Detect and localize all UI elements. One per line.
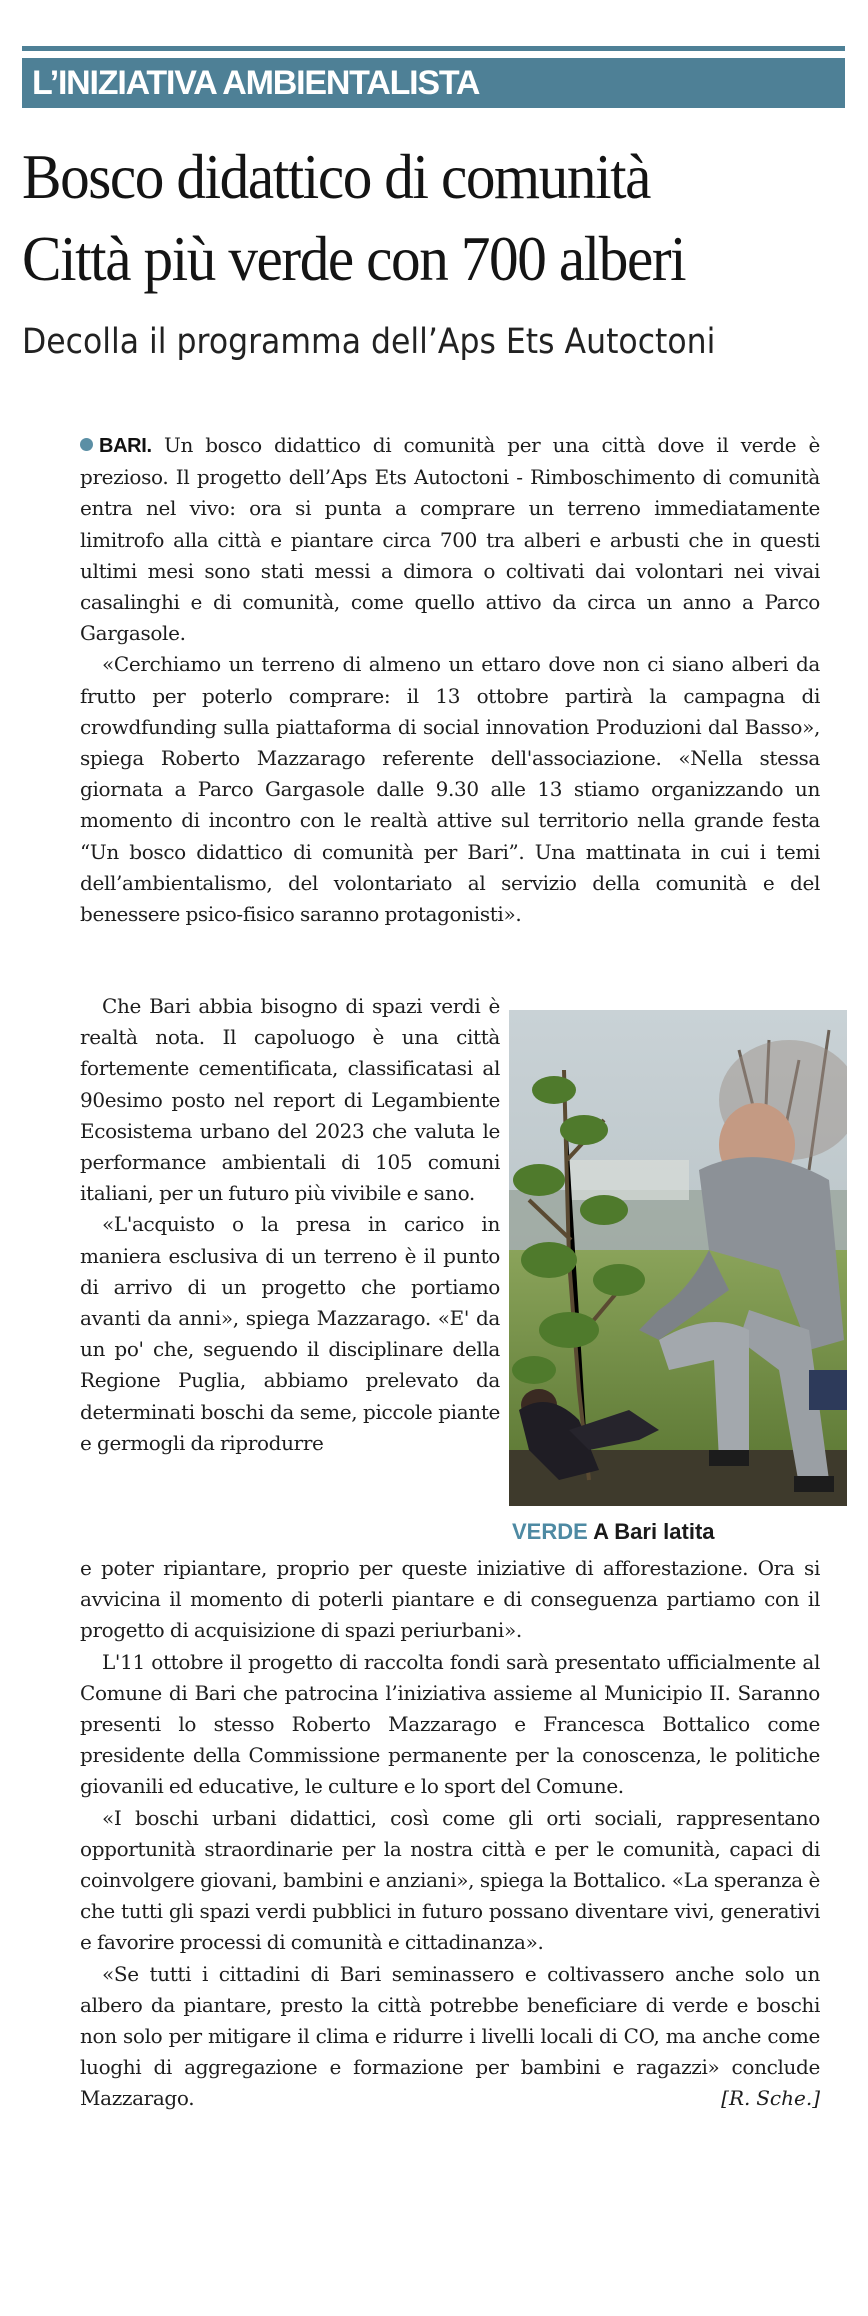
- paragraph-6: «I boschi urbani didattici, così come gli orti sociali, rappresentano opportunità straordinarie per la nostra città e per le comunità, capaci di coinvolgere giovani, bambini e anziani», spiega la Bottalico. «La speranza è che tutti gli spazi verdi pubblici in futuro possano diventare vivi, generativi e favorire processi di comunità e cittadinanza».: [80, 1805, 820, 1955]
- dateline: BARI.: [99, 435, 152, 457]
- caption-label: VERDE: [512, 1519, 588, 1544]
- subheadline: Decolla il programma dell’Aps Ets Autoctoni: [22, 322, 716, 362]
- paragraph-5: L'11 ottobre il progetto di raccolta fondi sarà presentato ufficialmente al Comune di Bari che patrocina l’iniziativa assieme al Municipio II. Saranno presenti lo stesso Roberto Mazzarago e Francesca Bottalico come presidente della Commissione permanente per la conoscenza, le politiche giovanili ed educative, le culture e lo sport del Comune.: [80, 1649, 820, 1799]
- article-photo: [509, 1010, 847, 1506]
- paragraph-4-part-2: e poter ripiantare, proprio per queste iniziative di afforestazione. Ora si avvicina il momento di poterli piantare e di conseguenza partiamo con il progetto di acquisizione di spazi periurbani».: [80, 1556, 820, 1643]
- paragraph-1-text: Un bosco didattico di comunità per una città dove il verde è prezioso. Il progetto dell’Aps Ets Autoctoni - Rimboschimento di comunità entra nel vivo: ora si punta a comprare un terreno immediatamente limitrofo alla città e piantare circa 700 tra alberi e arbusti che in questi ultimi mesi sono stati messi a dimora o coltivati dai volontari nei vivai casalinghi e di comunità, come quello attivo da circa un anno a Parco Gargasole.: [80, 433, 820, 646]
- article-body-bottom: [80, 1553, 820, 2115]
- bullet-icon: [80, 438, 93, 451]
- paragraph-3: Che Bari abbia bisogno di spazi verdi è realtà nota. Il capoluogo è una città fortemente cementificata, classificatasi al 90esimo posto nel report di Legambiente Ecosistema urbano del 2023 che valuta le performance ambientali di 105 comuni italiani, per un futuro più vivibile e sano.: [80, 994, 500, 1206]
- paragraph-1: [80, 430, 820, 649]
- headline-line-2: Città più verde con 700 alberi: [22, 224, 686, 294]
- headline: [22, 136, 802, 300]
- photo-illustration: [509, 1010, 847, 1506]
- photo-caption: [512, 1518, 715, 1546]
- article-body-top: [80, 430, 820, 930]
- kicker-band: [22, 58, 845, 108]
- paragraph-4-part-1: «L'acquisto o la presa in carico in maniera esclusiva di un terreno è il punto di arrivo di un progetto che portiamo avanti da anni», spiega Mazzarago. «E' da un po' che, seguendo il disciplinare della Regione Puglia, abbiamo prelevato da determinati boschi da seme, piccole piante e germogli da riprodurre: [80, 1212, 500, 1455]
- paragraph-2: «Cerchiamo un terreno di almeno un ettaro dove non ci siano alberi da frutto per poterlo comprare: il 13 ottobre partirà la campagna di crowdfunding sulla piattaforma di social innovation Produzioni dal Basso», spiega Roberto Mazzarago referente dell'associazione. «Nella stessa giornata a Parco Gargasole dalle 9.30 alle 13 stiamo organizzando un momento di incontro con le realtà attive sul territorio nella grande festa “Un bosco didattico di comunità per Bari”. Una mattinata in cui i temi dell’ambientalismo, del volontariato al servizio della comunità e del benessere psico-fisico saranno protagonisti».: [80, 652, 820, 927]
- author-signature: [R. Sche.]: [721, 2086, 820, 2111]
- paragraph-7-text: «Se tutti i cittadini di Bari seminassero e coltivassero anche solo un albero da piantare, presto la città potrebbe beneficiare di verde e boschi non solo per mitigare il clima e ridurre i livelli locali di CO, ma anche come luoghi di aggregazione e formazione per bambini e ragazzi» conclude Mazzarago.: [80, 1961, 820, 2111]
- kicker: L’INIZIATIVA AMBIENTALISTA: [32, 64, 480, 102]
- caption-text: A Bari latita: [593, 1519, 715, 1544]
- article-body-narrow: [80, 991, 500, 1459]
- paragraph-7: [80, 1959, 820, 2115]
- headline-line-1: Bosco didattico di comunità: [22, 142, 651, 212]
- kicker-rule: [22, 46, 845, 51]
